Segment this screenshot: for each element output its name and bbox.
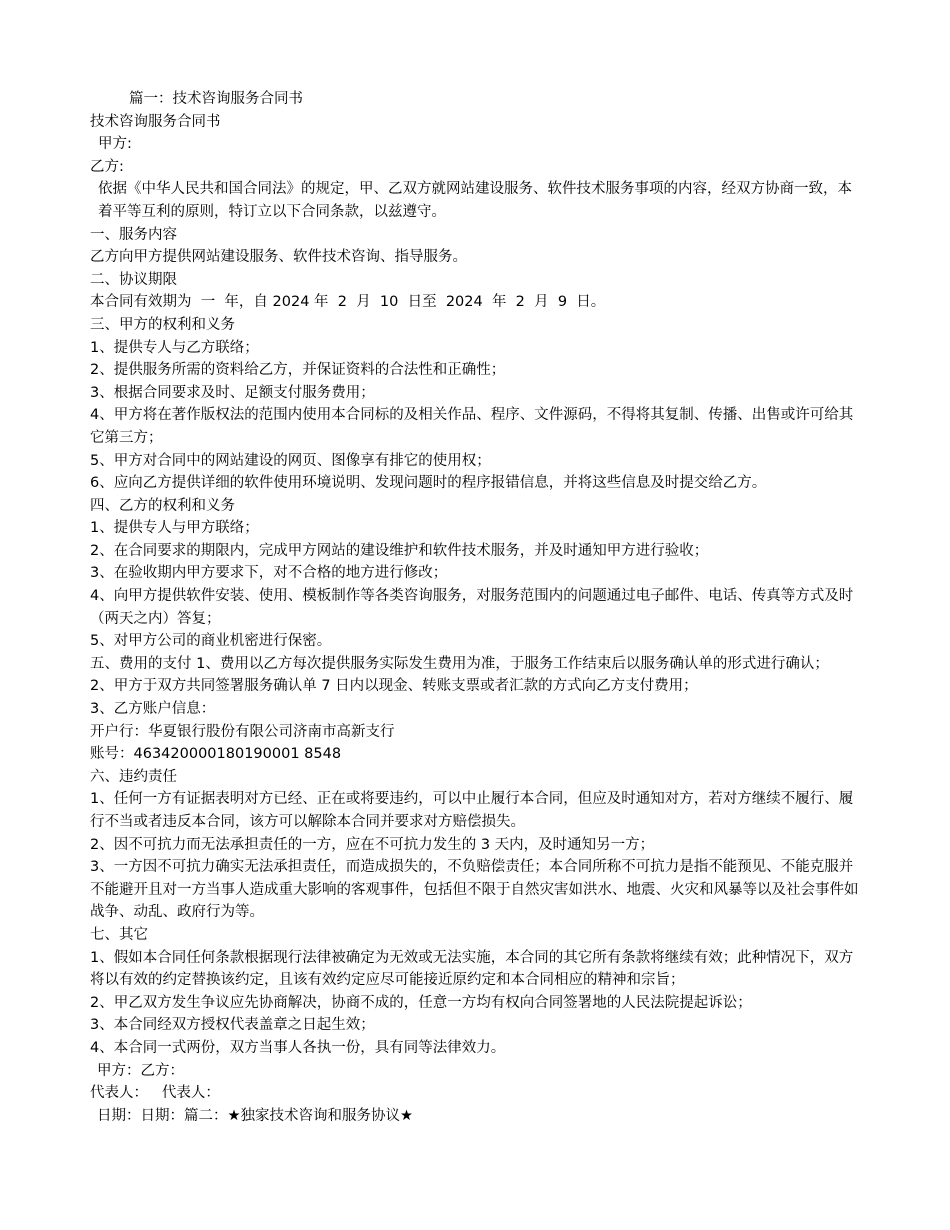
contract-document <box>90 88 860 1127</box>
clause-item: 4、向甲方提供软件安装、使用、模板制作等各类咨询服务，对服务范围内的问题通过电子邮件、电话、传真等方式及时（两天之内）答复； <box>90 588 854 627</box>
clause-heading: 七、其它 <box>90 926 148 943</box>
section-heading: 篇一：技术咨询服务合同书 <box>129 91 303 107</box>
account-number: 账号：463420000180190001 8548 <box>90 746 342 763</box>
signature-parties: 甲方：乙方： <box>97 1062 184 1079</box>
signature-dates: 日期：日期：篇二：★独家技术咨询和服务协议★ <box>97 1107 413 1124</box>
clause-item: 6、应向乙方提供详细的软件使用环境说明、发现问题时的程序报错信息，并将这些信息及时提交给乙方。 <box>90 475 767 492</box>
party-b-label: 乙方: <box>90 158 124 175</box>
signature-representatives: 代表人： 代表人： <box>90 1085 220 1102</box>
clause-heading: 四、乙方的权利和义务 <box>90 497 235 514</box>
clause-item: 1、假如本合同任何条款根据现行法律被确定为无效或无法实施，本合同的其它所有条款将继续有效；此种情况下，双方将以有效的约定替换该约定，且该有效约定应尽可能接近原约定和本合同相应的精神和宗旨； <box>90 949 854 989</box>
clause-item: 2、甲乙双方发生争议应先协商解决，协商不成的，任意一方均有权向合同签署地的人民法院提起诉讼； <box>90 994 752 1011</box>
bank-name: 开户行：华夏银行股份有限公司济南市高新支行 <box>90 723 395 740</box>
clause-item: 5、甲方对合同中的网站建设的网页、图像享有排它的使用权； <box>90 452 491 469</box>
clause-item: 2、在合同要求的期限内，完成甲方网站的建设维护和软件技术服务，并及时通知甲方进行验收； <box>90 542 709 559</box>
clause-heading: 六、违约责任 <box>90 768 177 785</box>
clause-item: 1、提供专人与乙方联络； <box>90 339 259 356</box>
clause-item: 3、本合同经双方授权代表盖章之日起生效； <box>90 1017 375 1034</box>
clause-text: 本合同有效期为 一 年，自 2024 年 2 月 10 日至 2024 年 2 月 9 日。 <box>90 294 606 311</box>
clause-heading: 二、协议期限 <box>90 271 177 288</box>
clause-item: 1、任何一方有证据表明对方已经、正在或将要违约，可以中止履行本合同，但应及时通知对方，若对方继续不履行、履行不当或者违反本合同，该方可以解除本合同并要求对方赔偿损失。 <box>90 791 854 830</box>
clause-item: 4、甲方将在著作版权法的范围内使用本合同标的及相关作品、程序、文件源码，不得将其复制、传播、出售或许可给其它第三方； <box>90 407 854 446</box>
clause-item: 3、在验收期内甲方要求下，对不合格的地方进行修改； <box>90 565 448 582</box>
clause-heading: 三、甲方的权利和义务 <box>90 316 235 333</box>
clause-item: 2、提供服务所需的资料给乙方，并保证资料的合法性和正确性； <box>90 362 506 379</box>
party-a-label: 甲方: <box>98 136 132 153</box>
clause-heading: 一、服务内容 <box>90 226 177 243</box>
document-title: 技术咨询服务合同书 <box>90 113 221 130</box>
clause-item: 3、一方因不可抗力确实无法承担责任，而造成损失的，不负赔偿责任；本合同所称不可抗力是指不能预见、不能克服并不能避开且对一方当事人造成重大影响的客观事件，包括但不限于自然灾害如洪水、地震、火灾和风暴等以及社会事件如战争、动乱、政府行为等。 <box>90 859 859 921</box>
clause-text: 乙方向甲方提供网站建设服务、软件技术咨询、指导服务。 <box>90 249 467 266</box>
clause-item: 5、对甲方公司的商业机密进行保密。 <box>90 633 332 650</box>
clause-item: 1、提供专人与甲方联络； <box>90 520 259 537</box>
clause-item: 3、根据合同要求及时、足额支付服务费用； <box>90 384 375 401</box>
clause-item: 3、乙方账户信息： <box>90 701 216 718</box>
clause-item: 4、本合同一式两份，双方当事人各执一份，具有同等法律效力。 <box>90 1039 506 1056</box>
clause-item: 2、因不可抗力而无法承担责任的一方，应在不可抗力发生的 3 天内，及时通知另一方； <box>90 836 655 853</box>
clause-heading: 五、费用的支付 1、费用以乙方每次提供服务实际发生费用为准，于服务工作结束后以服务确认单的形式进行确认； <box>90 655 829 672</box>
preamble-paragraph: 依据《中华人民共和国合同法》的规定，甲、乙双方就网站建设服务、软件技术服务事项的内容，经双方协商一致，本着平等互利的原则，特订立以下合同条款，以兹遵守。 <box>98 181 852 220</box>
clause-item: 2、甲方于双方共同签署服务确认单 7 日内以现金、转账支票或者汇款的方式向乙方支付费用； <box>90 678 698 695</box>
